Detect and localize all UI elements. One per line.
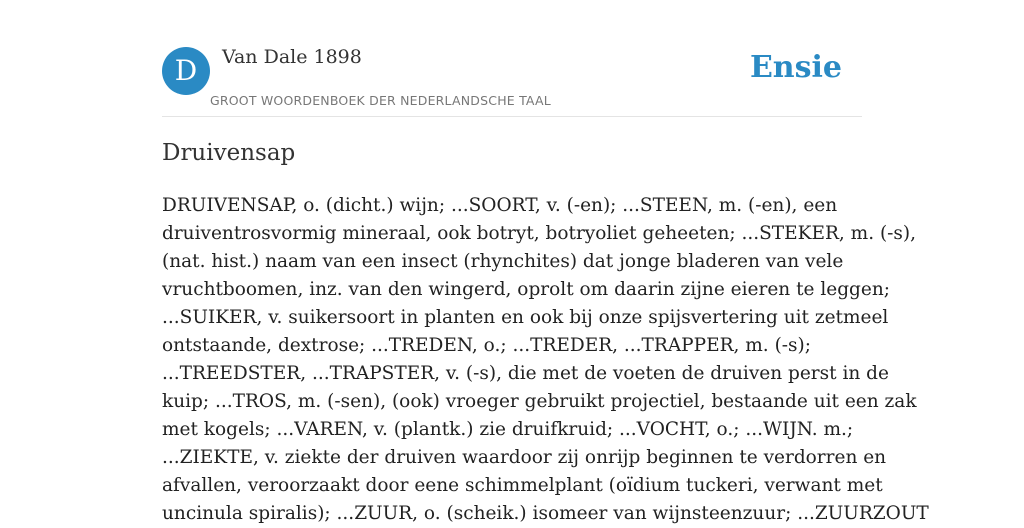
- dictionary-subtitle: GROOT WOORDENBOEK DER NEDERLANDSCHE TAAL: [210, 93, 551, 108]
- entry-definition: [162, 192, 929, 528]
- definition-line: met kogels; ...VAREN, v. (plantk.) zie druifkruid; ...VOCHT, o.; ...WIJN. m.;: [162, 419, 854, 440]
- definition-line: druiventrosvormig mineraal, ook botryt, botryoliet geheeten; ...STEKER, m. (-s),: [162, 223, 917, 244]
- definition-line: afvallen, veroorzaakt door eene schimmelplant (oïdium tuckeri, verwant met: [162, 475, 883, 496]
- definition-line: ontstaande, dextrose; ...TREDEN, o.; ...TREDER, ...TRAPPER, m. (-s);: [162, 335, 811, 356]
- definition-line: (nat. hist.) naam van een insect (rhynchites) dat jonge bladeren van vele: [162, 251, 844, 272]
- dictionary-header: [162, 44, 862, 117]
- ensie-brand-logo[interactable]: Ensie: [749, 50, 842, 85]
- definition-line: ...ZIEKTE, v. ziekte der druiven waardoor zij onrijp beginnen te verdorren en: [162, 447, 887, 468]
- dictionary-title[interactable]: Van Dale 1898: [222, 46, 362, 68]
- definition-line: vruchtboomen, inz. van den wingerd, oprolt om daarin zijne eieren te leggen;: [162, 279, 890, 300]
- entry-title: Druivensap: [162, 140, 296, 166]
- definition-line: ...SUIKER, v. suikersoort in planten en ook bij onze spijsvertering uit zetmeel: [162, 307, 889, 328]
- dictionary-logo[interactable]: D: [162, 47, 210, 95]
- definition-line: ...TREEDSTER, ...TRAPSTER, v. (-s), die met de voeten de druiven perst in de: [162, 363, 889, 384]
- definition-line: DRUIVENSAP, o. (dicht.) wijn; ...SOORT, v. (-en); ...STEEN, m. (-en), een: [162, 195, 838, 216]
- definition-line: uncinula spiralis); ...ZUUR, o. (scheik.) isomeer van wijnsteenzuur; ...ZUURZOUT: [162, 503, 929, 524]
- definition-line: kuip; ...TROS, m. (-sen), (ook) vroeger gebruikt projectiel, bestaande uit een zak: [162, 391, 917, 412]
